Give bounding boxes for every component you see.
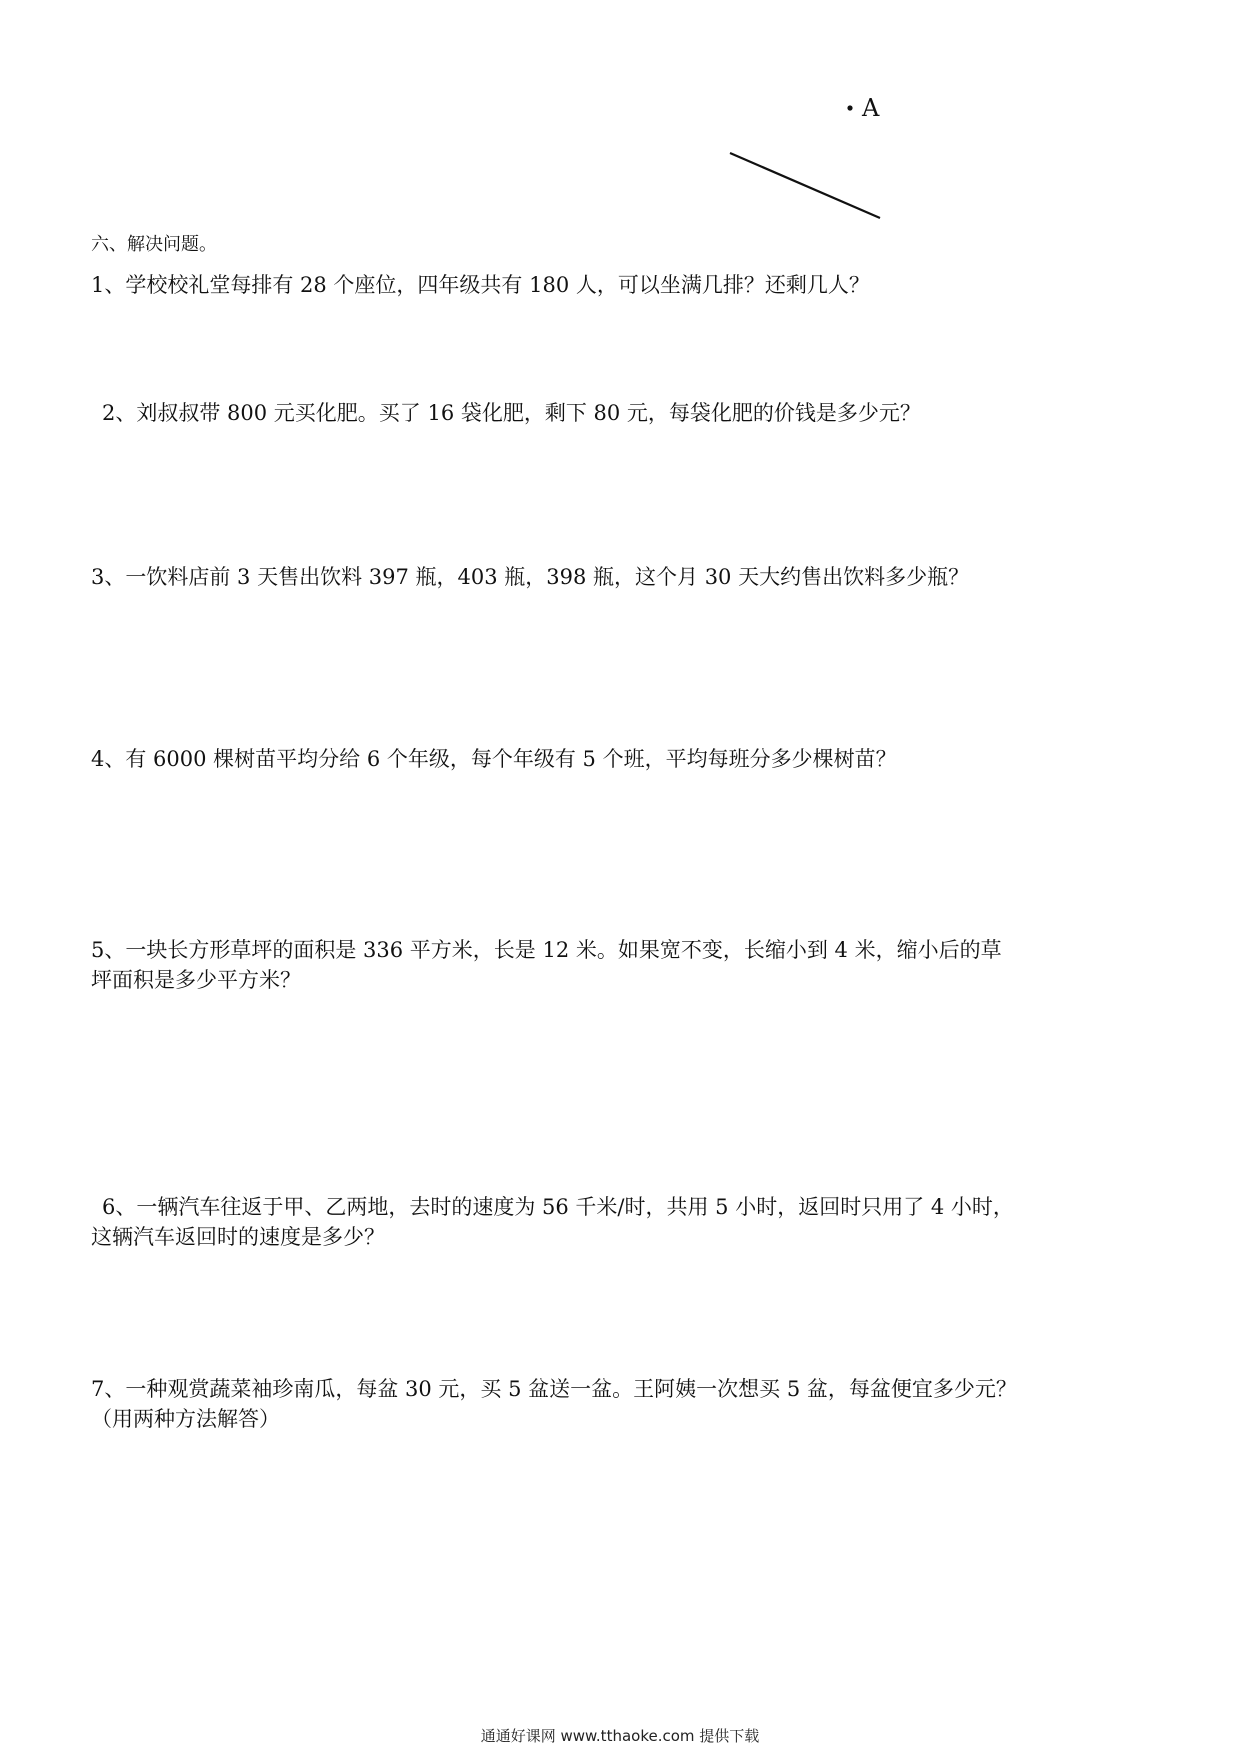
point-a-label: A — [862, 94, 880, 122]
question-6-line-1: 6、一辆汽车往返于甲、乙两地，去时的速度为 56 千米/时，共用 5 小时，返回时只用了 4 小时， — [102, 1195, 1014, 1219]
question-2-line-1: 2、刘叔叔带 800 元买化肥。买了 16 袋化肥，剩下 80 元，每袋化肥的价钱是多少元？ — [102, 401, 921, 425]
footer-credit: 通通好课网 www.tthaoke.com 提供下载 — [480, 1727, 760, 1745]
question-5-line-1: 5、一块长方形草坪的面积是 336 平方米，长是 12 米。如果宽不变，长缩小到 4 米，缩小后的草 — [91, 938, 1002, 962]
question-6-line-2: 这辆汽车返回时的速度是多少？ — [91, 1225, 385, 1249]
question-5 — [91, 935, 1002, 995]
line-segment — [730, 153, 880, 218]
question-4-line-1: 4、有 6000 棵树苗平均分给 6 个年级，每个年级有 5 个班，平均每班分多少棵树苗？ — [91, 747, 897, 771]
question-7 — [91, 1374, 1017, 1434]
geometry-figure — [0, 0, 1240, 240]
question-1 — [91, 270, 870, 300]
question-4 — [91, 744, 897, 774]
question-7-line-1: 7、一种观赏蔬菜袖珍南瓜，每盆 30 元，买 5 盆送一盆。王阿姨一次想买 5 盆，每盆便宜多少元？ — [91, 1377, 1017, 1401]
question-7-line-2: （用两种方法解答） — [91, 1407, 280, 1431]
question-6 — [91, 1192, 1014, 1252]
question-5-line-2: 坪面积是多少平方米？ — [91, 968, 301, 992]
section-title: 六、解决问题。 — [91, 234, 217, 255]
question-1-line-1: 1、学校校礼堂每排有 28 个座位，四年级共有 180 人，可以坐满几排？还剩几人？ — [91, 273, 870, 297]
question-2 — [102, 398, 921, 428]
point-a-dot — [847, 105, 852, 110]
question-3 — [91, 562, 969, 592]
question-3-line-1: 3、一饮料店前 3 天售出饮料 397 瓶，403 瓶，398 瓶，这个月 30 天大约售出饮料多少瓶？ — [91, 565, 970, 589]
